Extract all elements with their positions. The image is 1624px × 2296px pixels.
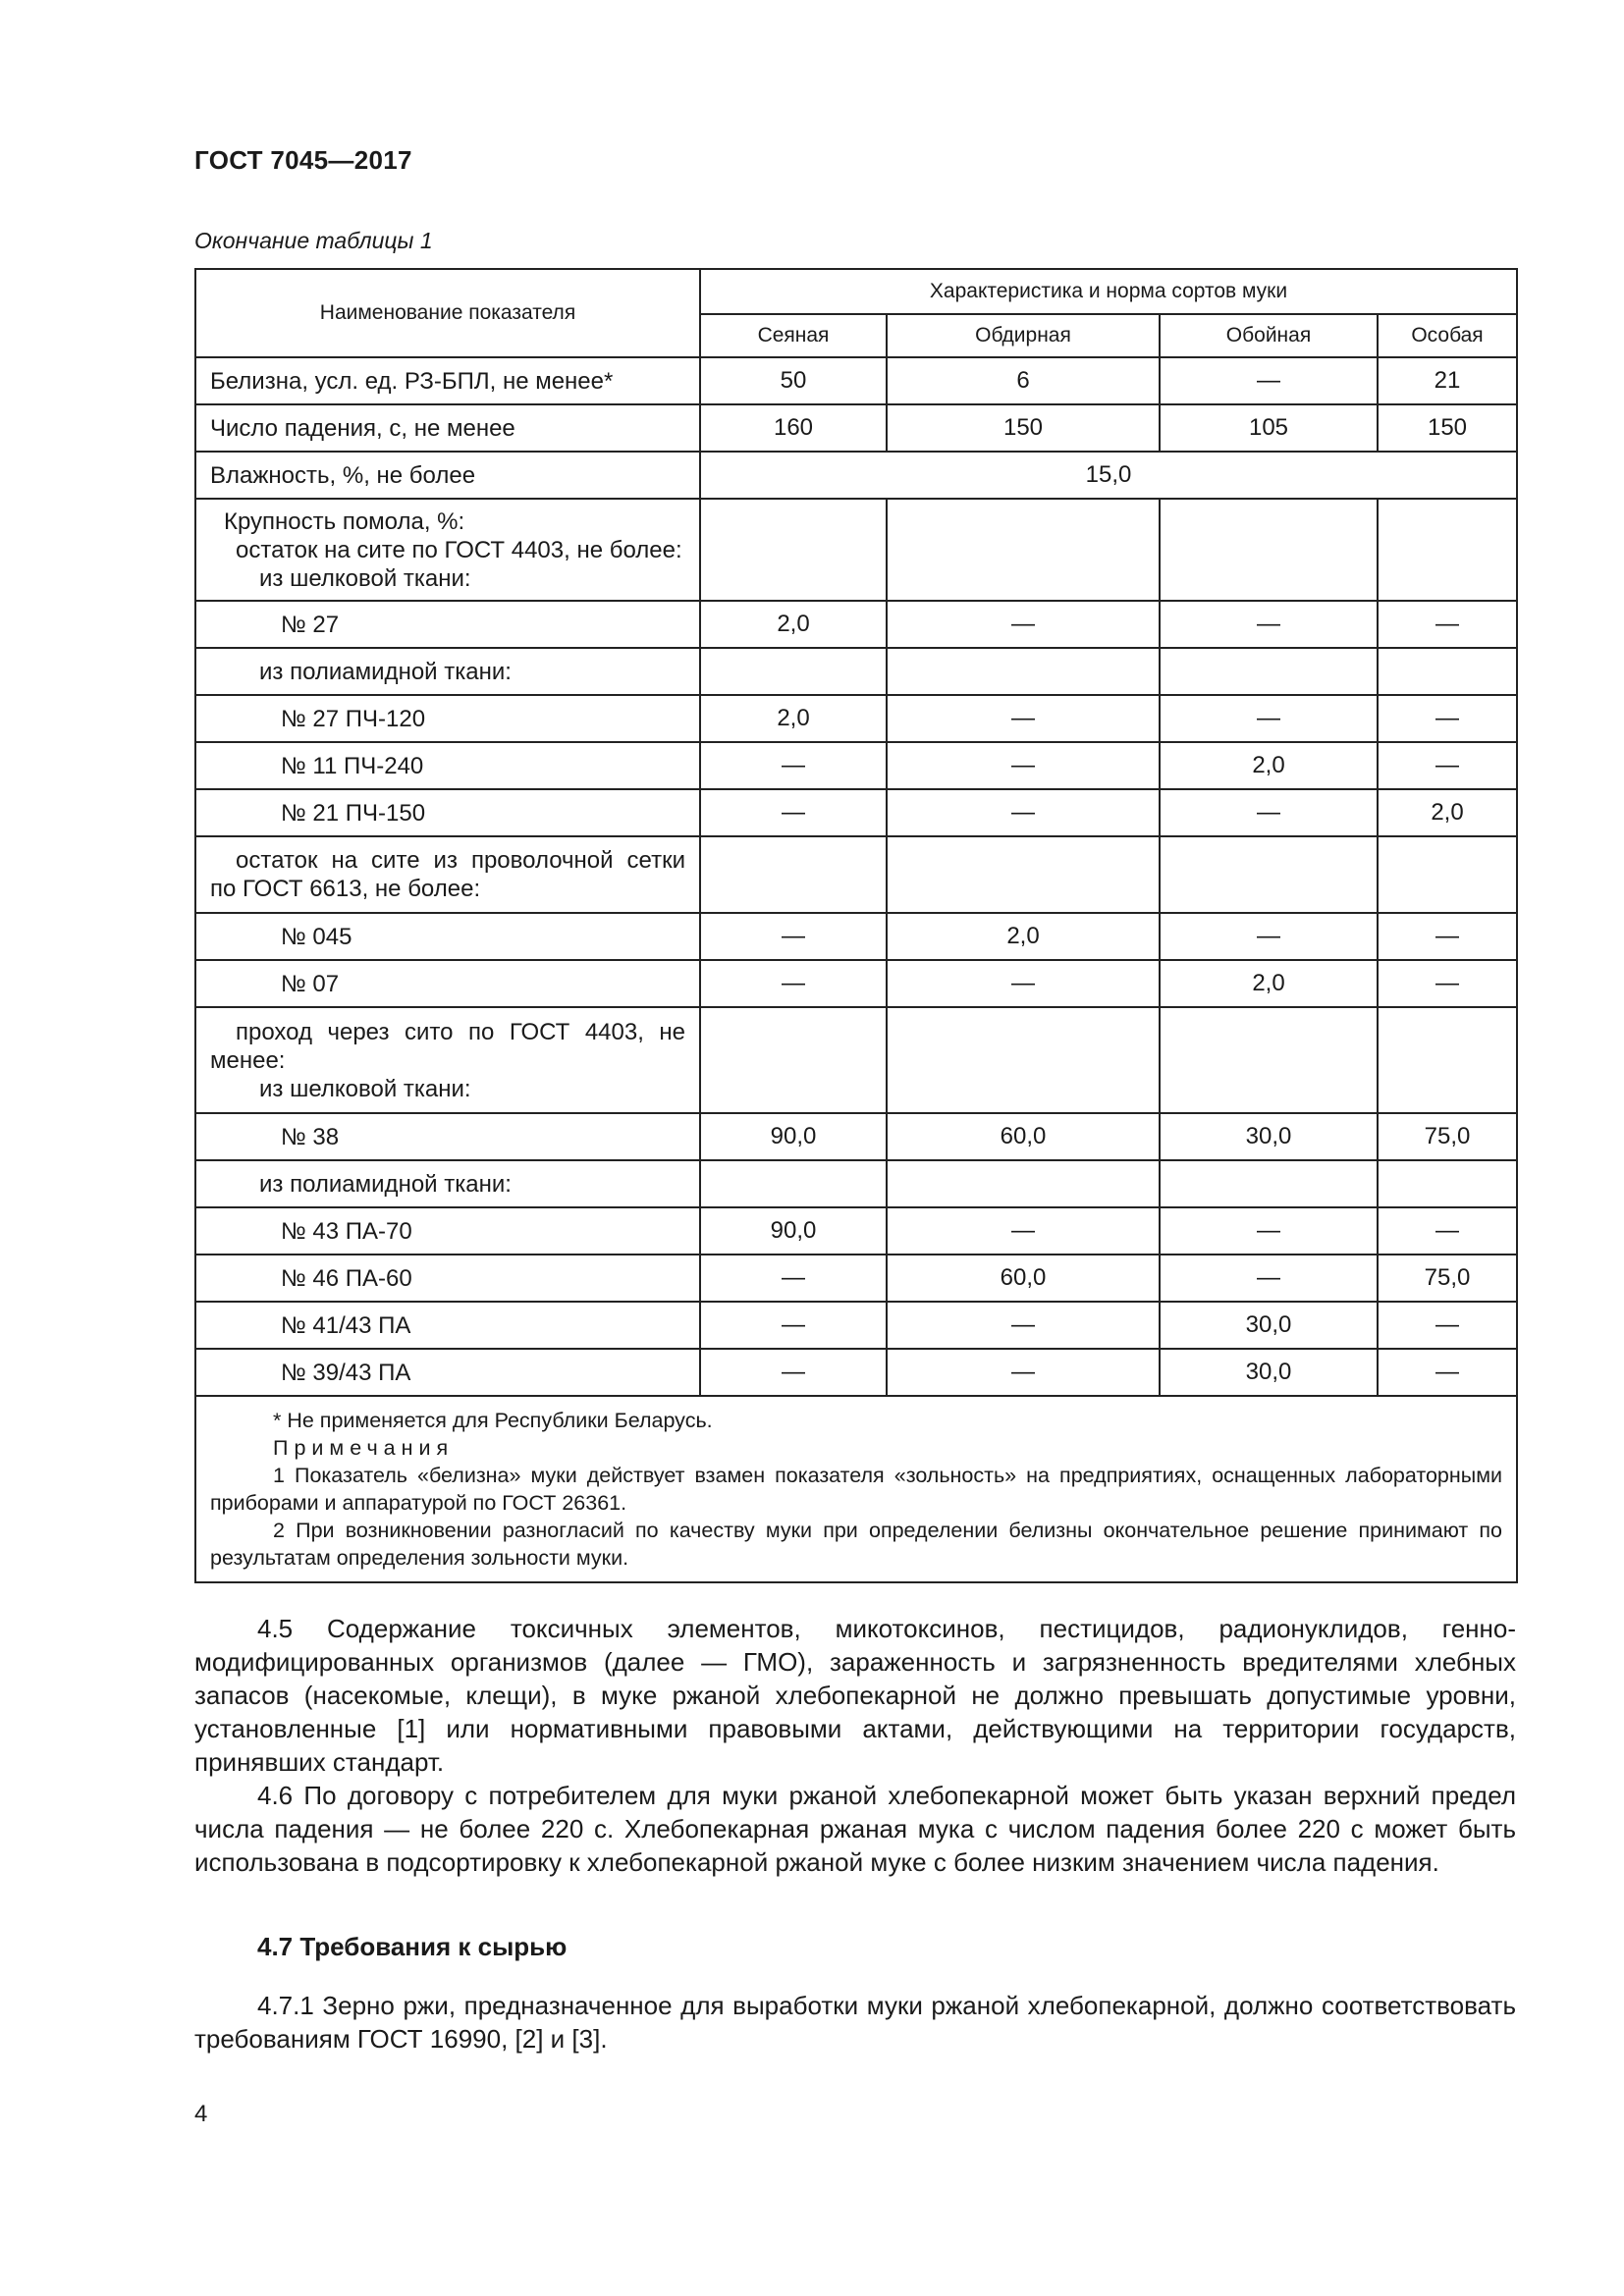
cell-value: — bbox=[1160, 357, 1378, 404]
table-row bbox=[195, 1349, 1517, 1396]
cell-value: 50 bbox=[700, 357, 887, 404]
cell-value: — bbox=[1378, 1349, 1517, 1396]
cell-value bbox=[700, 1160, 887, 1207]
cell-value bbox=[1378, 836, 1517, 913]
row-name: № 27 bbox=[195, 601, 700, 648]
footnote: * Не применяется для Республики Беларусь. bbox=[273, 1409, 713, 1432]
cell-value: — bbox=[1378, 601, 1517, 648]
cell-value: 21 bbox=[1378, 357, 1517, 404]
row-name: № 045 bbox=[195, 913, 700, 960]
table-row bbox=[195, 836, 1517, 913]
cell-value: 150 bbox=[887, 404, 1160, 452]
table-row bbox=[195, 1255, 1517, 1302]
row-name-line: остаток на сите из проволочной сетки bbox=[236, 847, 685, 874]
row-name: из полиамидной ткани: bbox=[195, 1160, 700, 1207]
cell-value: — bbox=[1160, 601, 1378, 648]
cell-value: — bbox=[887, 789, 1160, 836]
cell-value bbox=[1378, 648, 1517, 695]
row-name: Белизна, усл. ед. РЗ-БПЛ, не менее* bbox=[195, 357, 700, 404]
row-name: из полиамидной ткани: bbox=[195, 648, 700, 695]
cell-value: — bbox=[887, 742, 1160, 789]
notes-title: Примечания bbox=[273, 1436, 455, 1460]
cell-value: 60,0 bbox=[887, 1255, 1160, 1302]
table-row bbox=[195, 499, 1517, 601]
requirements-table bbox=[194, 268, 1518, 1583]
row-name bbox=[195, 499, 700, 601]
cell-value: — bbox=[1378, 960, 1517, 1007]
cell-value: — bbox=[700, 913, 887, 960]
header-col-oboynaya: Обойная bbox=[1160, 314, 1378, 357]
table-row bbox=[195, 404, 1517, 452]
row-name-line: по ГОСТ 6613, не более: bbox=[210, 876, 481, 902]
cell-value: 60,0 bbox=[887, 1113, 1160, 1160]
paragraph-block-4-5-4-6 bbox=[194, 1612, 1516, 1879]
paragraph-4-5: 4.5 Содержание токсичных элементов, микотоксинов, пестицидов, радионуклидов, генно-модифицированных организмов (далее — ГМО), зараженность и загрязненность вредителями хлебных запасов (насекомые, клещи), в муке ржаной хлебопекарной не должно превышать допустимые уровни, установленные [1] или нормативными правовыми актами, действующими на территории государств, принявших стандарт. bbox=[194, 1614, 1516, 1777]
row-name: Влажность, %, не более bbox=[195, 452, 700, 499]
note-1: 1 Показатель «белизна» муки действует взамен показателя «зольность» на предприятиях, оснащенных лабораторными приборами и аппаратурой по ГОСТ 26361. bbox=[210, 1464, 1503, 1515]
table-row bbox=[195, 695, 1517, 742]
cell-value bbox=[1160, 648, 1378, 695]
cell-value: — bbox=[700, 789, 887, 836]
cell-value bbox=[887, 648, 1160, 695]
table-row bbox=[195, 601, 1517, 648]
cell-value: — bbox=[1160, 913, 1378, 960]
table-notes-row bbox=[195, 1396, 1517, 1582]
cell-value: 30,0 bbox=[1160, 1113, 1378, 1160]
table-notes bbox=[195, 1396, 1517, 1582]
cell-value bbox=[700, 836, 887, 913]
cell-value: 75,0 bbox=[1378, 1255, 1517, 1302]
row-name: № 11 ПЧ-240 bbox=[195, 742, 700, 789]
cell-value bbox=[1378, 499, 1517, 601]
cell-value: — bbox=[887, 1302, 1160, 1349]
row-name: № 21 ПЧ-150 bbox=[195, 789, 700, 836]
cell-value bbox=[700, 648, 887, 695]
header-col-obdirnaya: Обдирная bbox=[887, 314, 1160, 357]
table-row bbox=[195, 357, 1517, 404]
table-row bbox=[195, 960, 1517, 1007]
row-name: № 39/43 ПА bbox=[195, 1349, 700, 1396]
row-name-line: менее: bbox=[210, 1046, 286, 1074]
row-name: Число падения, с, не менее bbox=[195, 404, 700, 452]
cell-value bbox=[700, 1007, 887, 1113]
page-number: 4 bbox=[194, 2101, 208, 2127]
row-name: № 43 ПА-70 bbox=[195, 1207, 700, 1255]
cell-value: — bbox=[1378, 1207, 1517, 1255]
cell-value: — bbox=[887, 601, 1160, 648]
cell-value: — bbox=[700, 1302, 887, 1349]
note-2: 2 При возникновении разногласий по качеству муки при определении белизны окончательное решение принимают по результатам определения зольности муки. bbox=[210, 1519, 1503, 1570]
table-row bbox=[195, 742, 1517, 789]
cell-value: — bbox=[1378, 742, 1517, 789]
row-name-line: проход через сито по ГОСТ 4403, не bbox=[236, 1018, 685, 1045]
row-name: № 38 bbox=[195, 1113, 700, 1160]
cell-value: 30,0 bbox=[1160, 1349, 1378, 1396]
paragraph-block-4-7-1 bbox=[194, 1989, 1516, 2056]
header-indicator-name: Наименование показателя bbox=[195, 269, 700, 357]
row-name: № 07 bbox=[195, 960, 700, 1007]
cell-value bbox=[1160, 1160, 1378, 1207]
table-row bbox=[195, 1207, 1517, 1255]
cell-value: — bbox=[887, 695, 1160, 742]
header-col-osobaya: Особая bbox=[1378, 314, 1517, 357]
row-name-line: Крупность помола, %: bbox=[224, 507, 465, 535]
cell-value: 160 bbox=[700, 404, 887, 452]
cell-value: 105 bbox=[1160, 404, 1378, 452]
cell-value: 75,0 bbox=[1378, 1113, 1517, 1160]
row-name-line: из шелковой ткани: bbox=[259, 564, 471, 592]
cell-value: 90,0 bbox=[700, 1113, 887, 1160]
table-row bbox=[195, 1113, 1517, 1160]
paragraph-4-6: 4.6 По договору с потребителем для муки ржаной хлебопекарной может быть указан верхний предел числа падения — не более 220 с. Хлебопекарная ржаная мука с числом падения более 220 с может быть использована в подсортировку к хлебопекарной ржаной муке с более низким значением числа падения. bbox=[194, 1781, 1516, 1877]
table-row bbox=[195, 789, 1517, 836]
cell-value bbox=[887, 836, 1160, 913]
cell-value: — bbox=[1378, 1302, 1517, 1349]
row-name: № 41/43 ПА bbox=[195, 1302, 700, 1349]
table-row bbox=[195, 1302, 1517, 1349]
cell-value bbox=[1160, 836, 1378, 913]
section-heading-4-7: 4.7 Требования к сырью bbox=[257, 1932, 568, 1961]
cell-value bbox=[887, 499, 1160, 601]
cell-value: — bbox=[887, 960, 1160, 1007]
cell-value bbox=[1160, 499, 1378, 601]
header-group: Характеристика и норма сортов муки bbox=[700, 269, 1517, 314]
cell-value bbox=[887, 1007, 1160, 1113]
cell-value: — bbox=[1378, 695, 1517, 742]
table-row bbox=[195, 452, 1517, 499]
cell-value: 2,0 bbox=[1160, 742, 1378, 789]
table-caption: Окончание таблицы 1 bbox=[194, 228, 433, 253]
cell-value: — bbox=[1160, 695, 1378, 742]
row-name: № 46 ПА-60 bbox=[195, 1255, 700, 1302]
cell-value bbox=[1378, 1160, 1517, 1207]
row-name-line: остаток на сите по ГОСТ 4403, не более: bbox=[236, 536, 682, 563]
cell-value: — bbox=[700, 1349, 887, 1396]
table-row bbox=[195, 1007, 1517, 1113]
cell-value bbox=[1160, 1007, 1378, 1113]
cell-value: — bbox=[700, 742, 887, 789]
cell-value-merged: 15,0 bbox=[700, 452, 1517, 499]
cell-value: — bbox=[700, 1255, 887, 1302]
cell-value: — bbox=[887, 1207, 1160, 1255]
cell-value: 2,0 bbox=[1378, 789, 1517, 836]
table-row bbox=[195, 1160, 1517, 1207]
cell-value: 2,0 bbox=[700, 601, 887, 648]
cell-value bbox=[887, 1160, 1160, 1207]
row-name-line: из шелковой ткани: bbox=[259, 1075, 471, 1102]
cell-value bbox=[1378, 1007, 1517, 1113]
row-name bbox=[195, 836, 700, 913]
cell-value: — bbox=[1378, 913, 1517, 960]
cell-value: — bbox=[1160, 1255, 1378, 1302]
cell-value: 150 bbox=[1378, 404, 1517, 452]
table-row bbox=[195, 648, 1517, 695]
cell-value: — bbox=[1160, 1207, 1378, 1255]
cell-value: 90,0 bbox=[700, 1207, 887, 1255]
table-row bbox=[195, 913, 1517, 960]
cell-value: 2,0 bbox=[1160, 960, 1378, 1007]
cell-value: 2,0 bbox=[700, 695, 887, 742]
header-col-seyanaya: Сеяная bbox=[700, 314, 887, 357]
paragraph-4-7-1: 4.7.1 Зерно ржи, предназначенное для выработки муки ржаной хлебопекарной, должно соответствовать требованиям ГОСТ 16990, [2] и [3]. bbox=[194, 1991, 1516, 2054]
cell-value: — bbox=[700, 960, 887, 1007]
document-code: ГОСТ 7045—2017 bbox=[194, 145, 412, 175]
cell-value: 6 bbox=[887, 357, 1160, 404]
cell-value bbox=[700, 499, 887, 601]
row-name bbox=[195, 1007, 700, 1113]
cell-value: — bbox=[887, 1349, 1160, 1396]
row-name: № 27 ПЧ-120 bbox=[195, 695, 700, 742]
cell-value: 2,0 bbox=[887, 913, 1160, 960]
cell-value: — bbox=[1160, 789, 1378, 836]
cell-value: 30,0 bbox=[1160, 1302, 1378, 1349]
